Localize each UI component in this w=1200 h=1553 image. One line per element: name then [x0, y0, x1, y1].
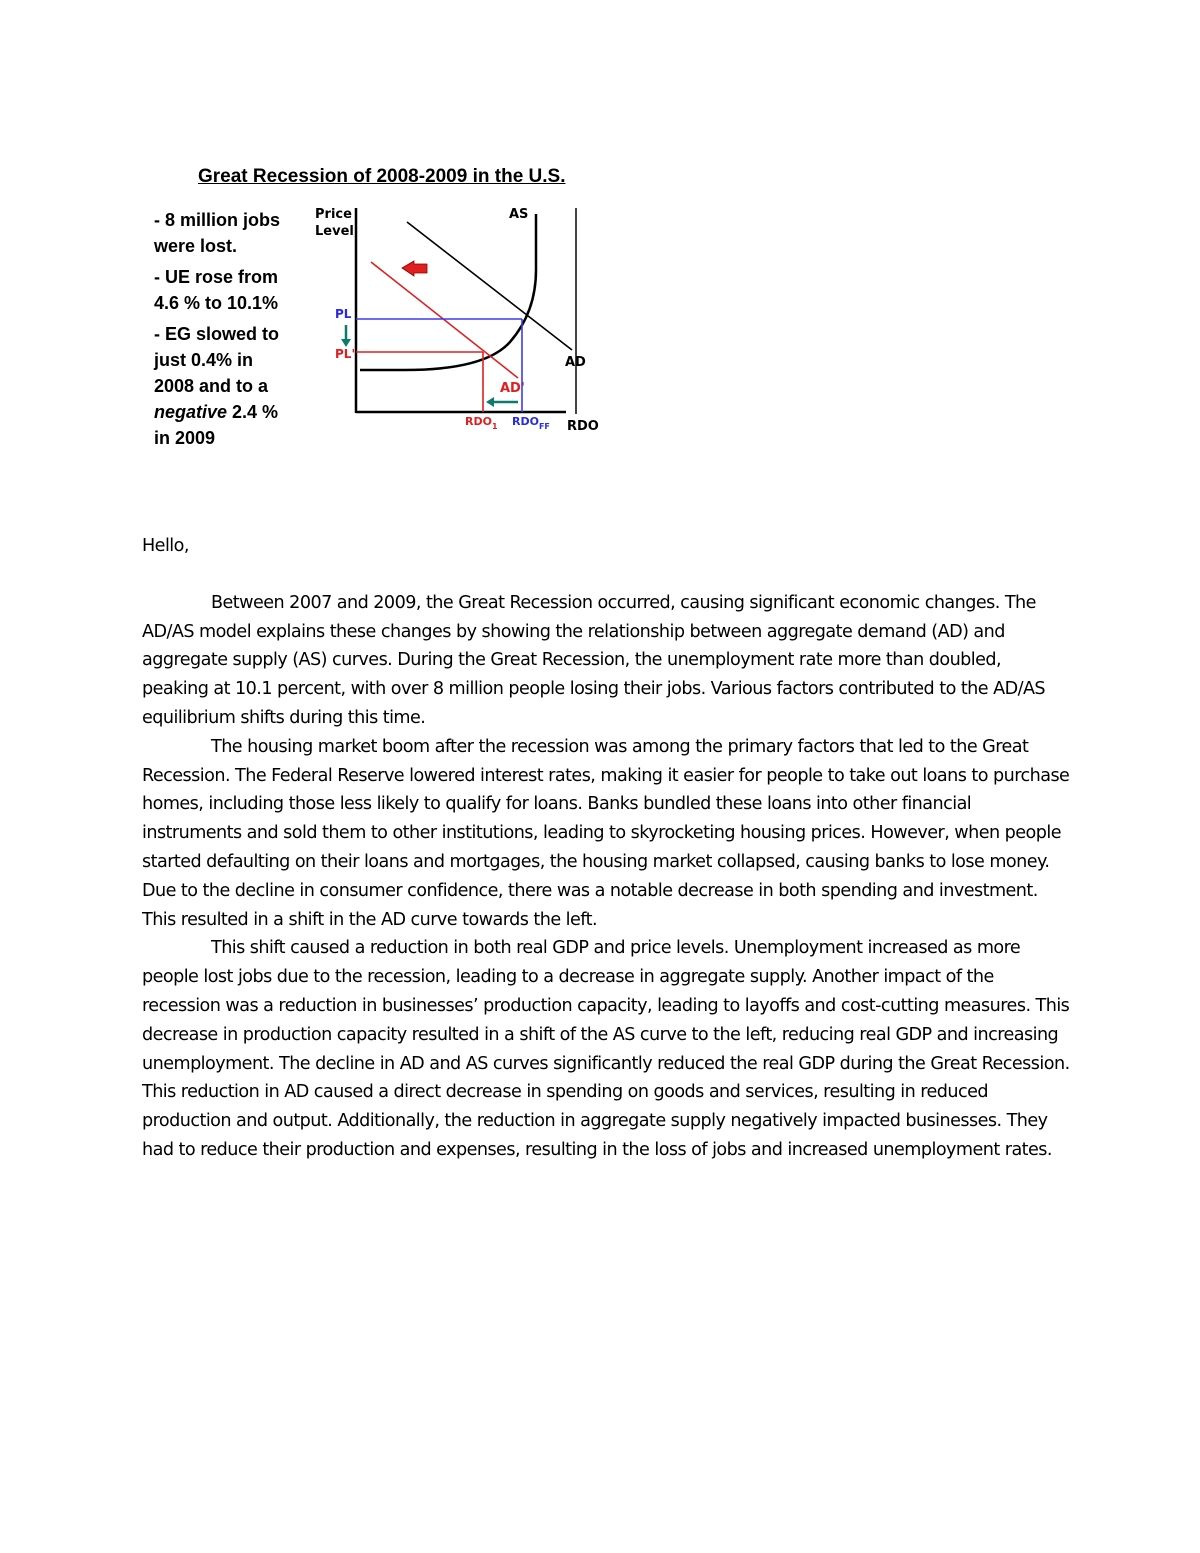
rdo-left-arrowhead-icon [486, 397, 494, 407]
greeting: Hello, [142, 536, 189, 556]
figure-bullet-list [154, 207, 304, 456]
bullet-line: just 0.4% in [154, 350, 254, 370]
bullet-line: - EG slowed to [154, 324, 280, 344]
x-axis-label: RDO [567, 419, 599, 434]
pl-new-label: PL' [335, 347, 356, 361]
bullet-line: 4.6 % to 10.1% [154, 293, 279, 313]
bullet-line: in 2009 [154, 428, 216, 448]
as-curve [360, 214, 536, 370]
ad-curve-label: AD [565, 355, 586, 370]
paragraph: This shift caused a reduction in both real GDP and price levels. Unemployment increased as more people lost jobs due to the recession, leading to a decrease in aggregate supply. Another impact of the recession was a reduction in businesses’ production capacity, leading to layoffs and cost-cutting measures. This decrease in production capacity resulted in a shift of the AS curve to the left, reducing real GDP and increasing unemployment. The decline in AD and AS curves significantly reduced the real GDP during the Great Recession. This reduction in AD caused a direct decrease in spending on goods and services, resulting in reduced production and output. Additionally, the reduction in aggregate supply negatively impacted businesses. They had to reduce their production and expenses, resulting in the loss of jobs and increased unemployment rates. [142, 938, 1070, 1160]
as-curve-label: AS [509, 207, 529, 222]
ad-as-chart [300, 200, 610, 455]
bullet-line-rest: 2.4 % [227, 402, 279, 422]
ad-curve-shifted [371, 262, 518, 378]
pl-label: PL [335, 307, 352, 321]
bullet-unemployment [154, 264, 304, 316]
bullet-italic-word: negative [154, 402, 228, 422]
bullet-line: were lost. [154, 236, 238, 256]
letter-body [142, 532, 1072, 1165]
bullet-line: - UE rose from [154, 267, 279, 287]
ad-curve-original [407, 222, 572, 350]
bullet-line [154, 399, 304, 425]
y-axis-label-line1: Price [315, 207, 352, 222]
bullet-line: 2008 and to a [154, 376, 269, 396]
bullet-economic-growth [154, 321, 304, 451]
paragraph: The housing market boom after the recession was among the primary factors that led to the Great Recession. The Federal Reserve lowered interest rates, making it easier for people to take out loans to purchase homes, including those less likely to qualify for loans. Banks bundled these loans into other financial instruments and sold them to other institutions, leading to skyrocketing housing prices. However, when people started defaulting on their loans and mortgages, the housing market collapsed, causing banks to lose money. Due to the decline in consumer confidence, there was a notable decrease in both spending and investment. This resulted in a shift in the AD curve towards the left. [142, 736, 1070, 930]
figure-title: Great Recession of 2008-2009 in the U.S. [198, 166, 566, 187]
bullet-jobs-lost [154, 207, 304, 259]
left-shift-arrow-icon [402, 261, 427, 276]
bullet-line: - 8 million jobs [154, 210, 281, 230]
pl-down-arrowhead-icon [341, 339, 351, 347]
rdo1-label: $RDO_1$ [465, 415, 498, 431]
paragraph: Between 2007 and 2009, the Great Recession occurred, causing significant economic changes. The AD/AS model explains these changes by showing the relationship between aggregate demand (AD) and aggregate supply (AS) curves. During the Great Recession, the unemployment rate more than doubled, peaking at 10.1 percent, with over 8 million people losing their jobs. Various factors contributed to the AD/AS equilibrium shifts during this time. [142, 592, 1046, 728]
ad-curve-shifted-label: AD' [500, 381, 525, 396]
rdoff-label: $RDO_{FF}$ [512, 415, 550, 431]
y-axis-label-line2: Level [315, 224, 354, 239]
